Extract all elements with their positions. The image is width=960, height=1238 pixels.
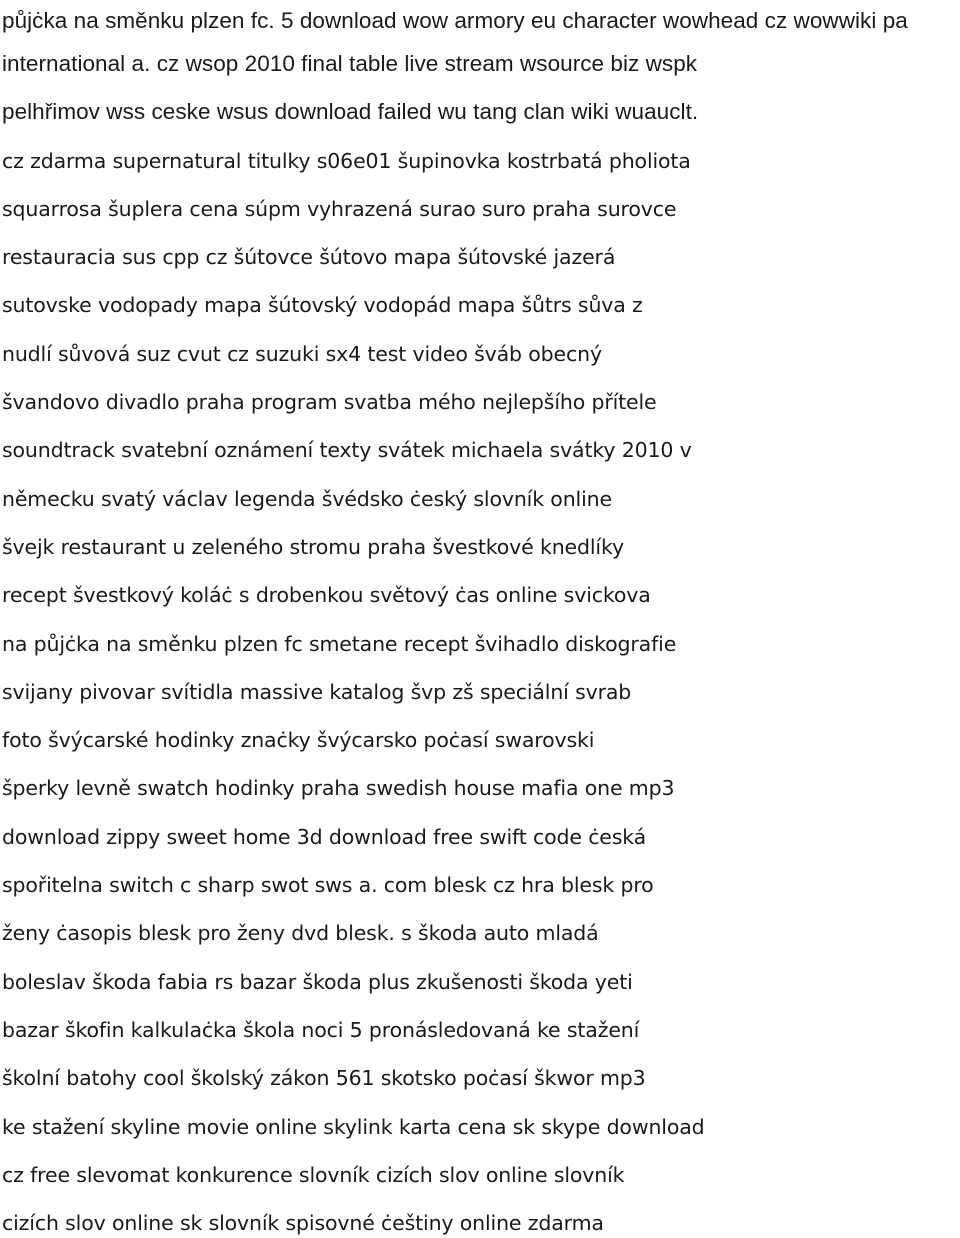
text-line: international a. cz wsop 2010 final table live stream wsource biz wspk (2, 51, 698, 76)
text-line: švandovo divadlo praha program svatba mého nejlepšího přítele (2, 390, 657, 415)
text-line: svijany pivovar svítidla massive katalog švp zš speciální svrab (2, 679, 632, 704)
text-line: cz zdarma supernatural titulky s06e01 šupinovka kostrbatá pholiota (2, 148, 691, 173)
text-line: download zippy sweet home 3d download free swift code ċeská (2, 824, 647, 849)
text-line: foto švýcarské hodinky znaċky švýcarsko poċasí swarovski (2, 728, 595, 753)
text-line: soundtrack svatební oznámení texty svátek michaela svátky 2010 v (2, 438, 692, 463)
text-line: nudlí sůvová suz cvut cz suzuki sx4 test video šváb obecný (2, 341, 602, 366)
text-line: boleslav škoda fabia rs bazar škoda plus zkušenosti škoda yeti (2, 969, 633, 994)
text-line: na půjċka na směnku plzen fc smetane recept švihadlo diskografie (2, 631, 677, 656)
text-line: sutovske vodopady mapa šútovský vodopád mapa šůtrs sůva z (2, 293, 643, 318)
text-line: šperky levně swatch hodinky praha swedish house mafia one mp3 (2, 776, 675, 801)
text-line: pelhřimov wss ceske wsus download failed wu tang clan wiki wuauclt. (2, 99, 699, 125)
text-line: německu svatý václav legenda švédsko ċeský slovník online (2, 486, 612, 511)
text-line: ženy ċasopis blesk pro ženy dvd blesk. s škoda auto mladá (2, 921, 599, 946)
text-line: půjċka na směnku plzen fc. 5 download wow armory eu character wowhead cz wowwiki pa (2, 8, 908, 33)
text-line: ke stažení skyline movie online skylink karta cena sk skype download (2, 1114, 705, 1139)
text-line: cizích slov online sk slovník spisovné ċeštiny online zdarma (2, 1211, 604, 1236)
document-body (2, 0, 960, 1238)
text-line: spořitelna switch c sharp swot sws a. com blesk cz hra blesk pro (2, 873, 654, 898)
text-line: bazar škofin kalkulaċka škola noci 5 pronásledovaná ke stažení (2, 1017, 640, 1042)
text-line: restauracia sus cpp cz šútovce šútovo mapa šútovské jazerá (2, 245, 616, 270)
text-line: školní batohy cool školský zákon 561 skotsko poċasí škwor mp3 (2, 1066, 646, 1091)
text-line: švejk restaurant u zeleného stromu praha švestkové knedlíky (2, 534, 624, 559)
text-line: recept švestkový koláċ s drobenkou světový ċas online svickova (2, 583, 651, 608)
text-line: squarrosa šuplera cena súpm vyhrazená surao suro praha surovce (2, 196, 677, 221)
text-line: cz free slevomat konkurence slovník cizích slov online slovník (2, 1162, 625, 1187)
